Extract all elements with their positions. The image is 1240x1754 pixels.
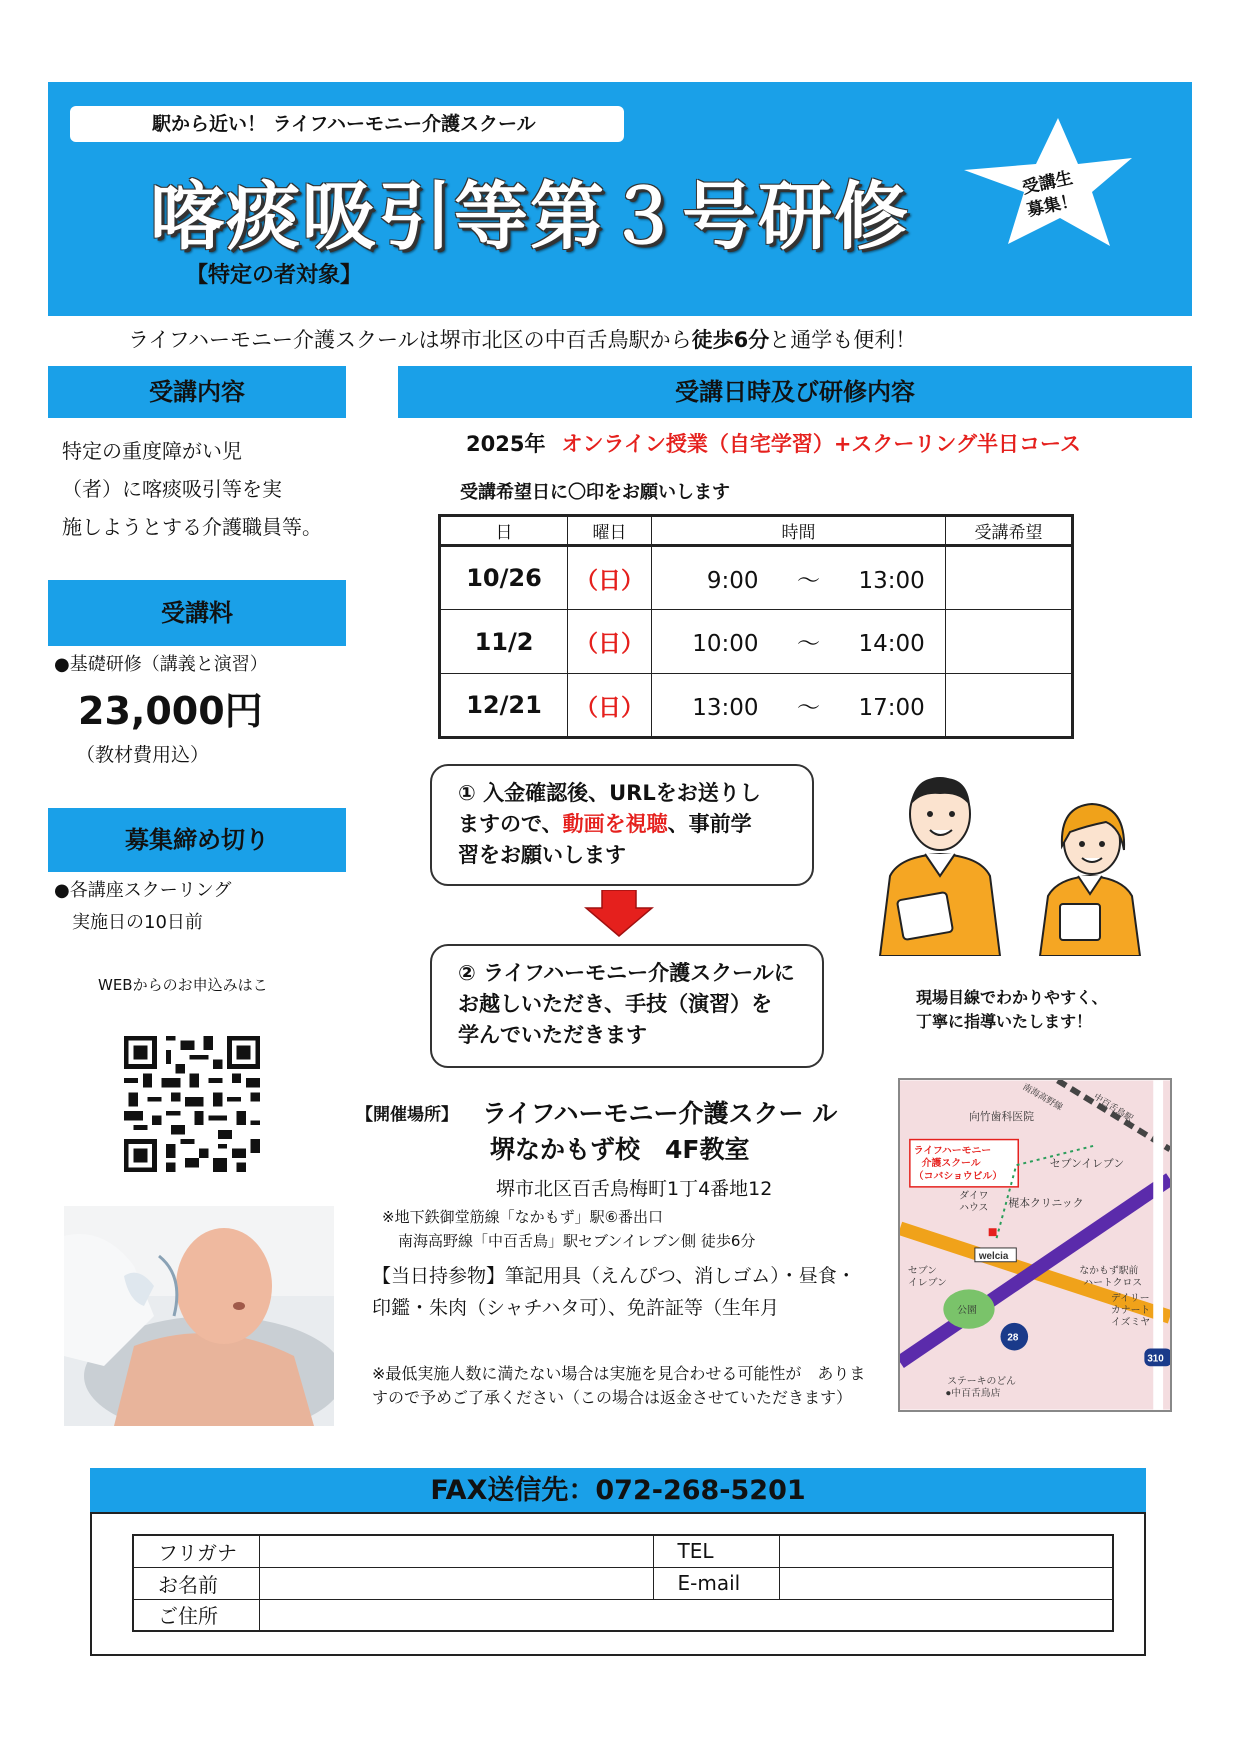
content-line: 特定の重度障がい児: [62, 439, 242, 463]
course-line: [466, 428, 1081, 458]
step-1-line: 習をお願いします: [458, 843, 626, 867]
fee-price: 23,000円: [78, 689, 263, 733]
fee-item: ●基礎研修（講義と演習）: [54, 654, 268, 675]
staff-illustration: [870, 766, 1170, 956]
map-school-line3: （コバショウビル）: [913, 1170, 1003, 1182]
table-header-row: [440, 516, 1073, 546]
course-name: オンライン授業（自宅学習）+スクーリング半日コース: [561, 432, 1081, 456]
map-school-line1: ライフハーモニー: [913, 1145, 992, 1157]
venue-room: 堺なかもず校 4F教室: [490, 1135, 750, 1164]
row-weekday: （日）: [568, 610, 652, 674]
column-header: 受講希望: [946, 516, 1073, 546]
request-instruction: 受講希望日に〇印をお願いします: [460, 482, 730, 503]
tagline: 駅から近い！ ライフハーモニー介護スクール: [70, 106, 624, 142]
furigana-label: フリガナ: [133, 1535, 259, 1567]
row-weekday: （日）: [568, 674, 652, 738]
step-1-highlight: 動画を視聴: [562, 812, 668, 836]
notice-text: ※最低実施人数に満たない場合は実施を見合わせる可能性が ありますので予めご了承ください（この場合は返金させていただきます）: [372, 1364, 866, 1407]
training-photo: [64, 1206, 334, 1426]
map-station: 中百舌鳥駅: [1092, 1091, 1135, 1124]
map-daily3: イズミヤ: [1110, 1316, 1151, 1328]
target-audience: 【特定の者対象】: [186, 263, 363, 288]
step-1-line: ① 入金確認後、URLをお送りし: [458, 781, 761, 805]
step-1-part: ますので、: [458, 812, 563, 836]
deadline-heading: 募集締め切り: [48, 808, 346, 872]
table-row: [133, 1535, 1113, 1567]
venue-label: 【開催場所】: [356, 1105, 458, 1125]
row-wish[interactable]: [946, 546, 1073, 610]
caption-line: 現場目線でわかりやすく、: [916, 988, 1108, 1007]
map-nakamozu-store: ●中百舌鳥店: [945, 1387, 1001, 1399]
schedule-heading: 受講日時及び研修内容: [398, 366, 1192, 418]
map-park: 公園: [957, 1304, 977, 1316]
content-line: （者）に喀痰吸引等を実: [62, 477, 282, 501]
map-daiwa1: ダイワ: [959, 1190, 989, 1202]
address-label: ご住所: [133, 1599, 259, 1631]
map-route-310: 310: [1147, 1353, 1164, 1365]
intro-text: [128, 324, 916, 354]
intro-before: ライフハーモニー介護スクールは堺市北区の中百舌鳥駅から: [128, 328, 692, 352]
time-start: 13:00: [692, 694, 759, 721]
map-clinic: 梶本クリニック: [1008, 1197, 1084, 1210]
table-row: [133, 1599, 1113, 1631]
email-field[interactable]: [779, 1567, 1113, 1599]
step-2-box: [430, 944, 824, 1068]
row-date: 10/26: [440, 546, 568, 610]
course-year: 2025年: [466, 432, 546, 456]
time-sep: ～: [797, 567, 820, 594]
caption-line: 丁寧に指導いたします！: [916, 1012, 1093, 1031]
tel-label: TEL: [653, 1535, 779, 1567]
address-field[interactable]: [259, 1599, 1113, 1631]
fee-heading: 受講料: [48, 580, 346, 646]
access-nankai: 南海高野線「中百舌鳥」駅セブンイレブン側 徒歩6分: [398, 1232, 756, 1250]
fax-table: [132, 1534, 1114, 1632]
intro-emph: 徒歩6分: [691, 328, 770, 352]
map-seven1: セブンイレブン: [1049, 1158, 1125, 1171]
time-end: 13:00: [858, 567, 925, 594]
map-harvest2: ハートクロス: [1083, 1277, 1143, 1289]
schedule-table: [438, 514, 1074, 739]
table-row: [440, 610, 1073, 674]
access-map: [898, 1078, 1172, 1412]
venue-address: 堺市北区百舌鳥梅町1丁4番地12: [496, 1178, 773, 1200]
deadline-note: 実施日の10日前: [72, 912, 203, 933]
map-nankai-line: 南海高野線: [1021, 1081, 1065, 1113]
column-header: 時間: [652, 516, 946, 546]
time-end: 14:00: [858, 631, 925, 657]
step-1-part: 、事前学: [667, 812, 752, 836]
table-row: [133, 1567, 1113, 1599]
email-label: E-mail: [653, 1567, 779, 1599]
time-end: 17:00: [858, 694, 925, 721]
belongings-text: 【当日持参物】筆記用具（えんぴつ、消しゴム）・昼食・印鑑・朱肉（シャチハタ可）、免許証等（生年月: [372, 1265, 856, 1319]
name-field[interactable]: [259, 1567, 653, 1599]
time-start: 10:00: [692, 631, 759, 657]
column-header: 曜日: [568, 516, 652, 546]
map-steak: ステーキのどん: [947, 1375, 1017, 1387]
row-wish[interactable]: [946, 610, 1073, 674]
table-row: [440, 546, 1073, 610]
badge-line-1: 受講生: [1020, 168, 1075, 199]
row-date: 11/2: [440, 610, 568, 674]
venue-name: ライフハーモニー介護スクー ル: [482, 1099, 838, 1128]
content-heading: 受講内容: [48, 366, 346, 418]
content-line: 施しようとする介護職員等。: [62, 515, 322, 539]
content-text: [62, 432, 352, 546]
furigana-field[interactable]: [259, 1535, 653, 1567]
access-subway: ※地下鉄御堂筋線「なかもず」駅⑥番出口: [382, 1208, 664, 1226]
time-sep: ～: [797, 631, 820, 657]
map-daily2: カナート: [1110, 1304, 1151, 1316]
map-route-28: 28: [1007, 1332, 1019, 1344]
step-1-line: [458, 809, 794, 840]
map-dental: 向竹歯科医院: [968, 1110, 1034, 1123]
time-start: 9:00: [706, 567, 759, 594]
map-school-line2: 介護スクール: [921, 1158, 981, 1170]
web-apply-text: WEBからのお申込みはこ: [98, 976, 268, 994]
step-2-line: お越しいただき、手技（演習）を: [458, 992, 773, 1016]
step-1-box: [430, 764, 814, 886]
step-2-line: 学んでいただきます: [458, 1023, 647, 1047]
row-date: 12/21: [440, 674, 568, 738]
fee-note: （教材費用込）: [76, 744, 210, 766]
row-time: [652, 674, 946, 738]
row-weekday: （日）: [568, 546, 652, 610]
map-daily1: デイリー: [1110, 1293, 1150, 1305]
name-label: お名前: [133, 1567, 259, 1599]
column-header: 日: [440, 516, 568, 546]
row-wish[interactable]: [946, 674, 1073, 738]
map-seven2a: セブン: [907, 1265, 938, 1277]
row-time: [652, 546, 946, 610]
staff-caption: [916, 986, 1108, 1034]
tel-field[interactable]: [779, 1535, 1113, 1567]
step-2-line: ② ライフハーモニー介護スクールに: [458, 961, 795, 985]
map-welcia: welcia: [978, 1250, 1009, 1262]
map-seven2b: イレブン: [907, 1277, 947, 1289]
page-title: 喀痰吸引等第３号研修: [150, 174, 910, 260]
deadline-item: ●各講座スクーリング: [54, 880, 232, 901]
time-sep: ～: [797, 694, 820, 721]
map-daiwa2: ハウス: [959, 1202, 989, 1214]
intro-after: と通学も便利！: [769, 328, 917, 352]
table-row: [440, 674, 1073, 738]
fax-heading: FAX送信先：072-268-5201: [90, 1468, 1146, 1514]
map-harvest1: なかもず駅前: [1079, 1265, 1139, 1277]
badge-line-2: 募集！: [1025, 190, 1080, 221]
arrow-down-icon: [584, 890, 654, 938]
row-time: [652, 610, 946, 674]
qr-code-icon[interactable]: [124, 1036, 260, 1172]
